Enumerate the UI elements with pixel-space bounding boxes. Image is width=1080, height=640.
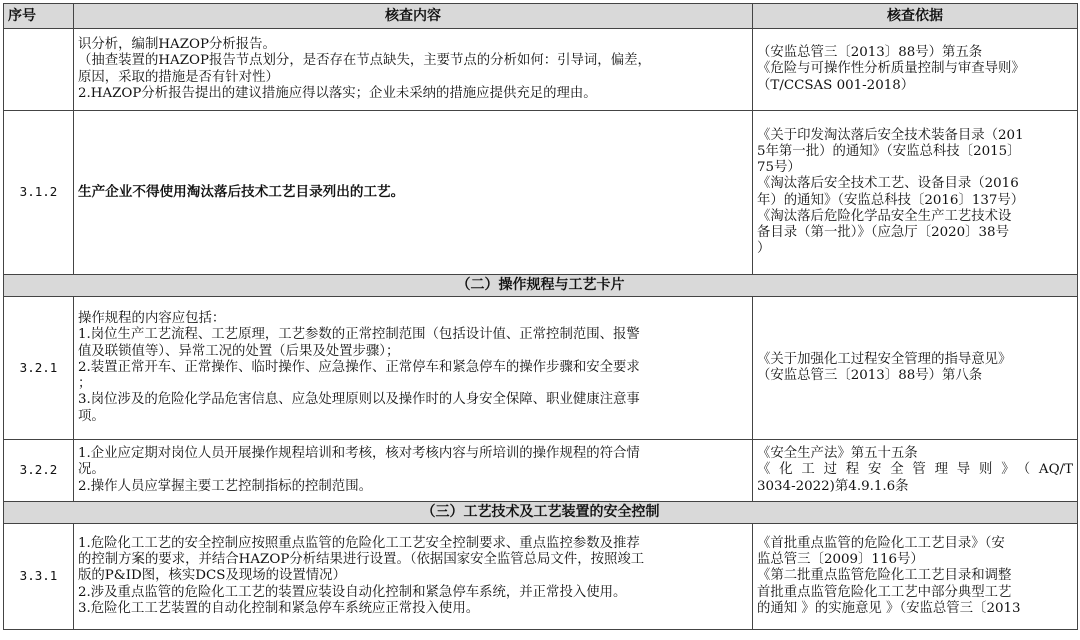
content-line: 2.操作人员应掌握主要工艺控制指标的控制范围。 — [78, 478, 372, 494]
content-line: 3.危险化工工艺装置的自动化控制和紧急停车系统应正常投入使用。 — [78, 600, 480, 616]
basis-line: 备目录（第一批）》（应急厅〔2020〕38号 — [757, 224, 1009, 240]
table-header-row — [4, 4, 1078, 29]
content-line: 识分析，编制HAZOP分析报告。 — [78, 37, 276, 53]
row-content: 生产企业不得使用淘汰落后技术工艺目录列出的工艺。 — [74, 111, 753, 275]
row-content — [74, 440, 753, 502]
row-basis — [753, 297, 1078, 440]
basis-line: 《危险与可操作性分析质量控制与审查导则》 — [757, 61, 1025, 77]
content-line: 1.企业应定期对岗位人员开展操作规程培训和考核，核对考核内容与所培训的操作规程的符合情 — [78, 446, 640, 462]
basis-line: 年）的通知》（安监总科技〔2016〕137号） — [757, 192, 1025, 208]
row-content — [74, 297, 753, 440]
content-line: 值及联锁值等）、异常工况的处置（后果及处置步骤）； — [78, 343, 400, 359]
basis-line: （T/CCSAS 001-2018） — [757, 77, 915, 93]
section-title: （二）操作规程与工艺卡片 — [4, 275, 1078, 297]
column-header-number: 序号 — [4, 4, 74, 29]
row-number: 3.2.2 — [4, 440, 74, 502]
basis-line: 《淘汰落后危险化学品安全生产工艺技术设 — [757, 208, 1012, 224]
table-row — [4, 297, 1078, 440]
row-number — [4, 29, 74, 111]
table-row — [4, 29, 1078, 111]
content-line: 况。 — [78, 462, 105, 478]
content-line: 3.岗位涉及的危险化学品危害信息、应急处理原则以及操作时的人身安全保障、职业健康注意事 — [78, 392, 640, 408]
table-row — [4, 440, 1078, 502]
basis-line: 《淘汰落后安全技术工艺、设备目录（2016 — [757, 176, 1019, 192]
row-basis — [753, 111, 1078, 275]
content-line: 项。 — [78, 408, 105, 424]
content-line: 1.危险化工工艺的安全控制应按照重点监管的危险化工工艺安全控制要求、重点监控参数及推荐 — [78, 535, 640, 551]
row-number: 3.3.1 — [4, 524, 74, 630]
content-line: 2.HAZOP分析报告提出的建议措施应得以落实；企业未采纳的措施应提供充足的理由。 — [78, 85, 597, 101]
basis-line: （安监总管三〔2013〕88号）第八条 — [757, 368, 983, 383]
content-line: 的控制方案的要求，并结合HAZOP分析结果进行设置。（依据国家安全监管总局文件，按照竣工 — [78, 552, 645, 568]
row-number: 3.1.2 — [4, 111, 74, 275]
table-row — [4, 524, 1078, 630]
content-line: 版的P&ID图，核实DCS及现场的设置情况） — [78, 568, 346, 584]
basis-line: 《安全生产法》第五十五条 — [757, 446, 918, 462]
row-basis — [753, 524, 1078, 630]
table-row — [4, 111, 1078, 275]
row-number: 3.2.1 — [4, 297, 74, 440]
row-content — [74, 29, 753, 111]
section-row — [4, 502, 1078, 524]
content-line: 原因，采取的措施是否有针对性） — [78, 69, 279, 85]
basis-line: 3034-2022)第4.9.1.6条 — [757, 478, 909, 494]
row-basis — [753, 440, 1078, 502]
content-line: 操作规程的内容应包括： — [78, 311, 226, 327]
content-line: （抽查装置的HAZOP报告节点划分，是否存在节点缺失，主要节点的分析如何：引导词，偏差， — [78, 53, 651, 69]
column-header-content: 核查内容 — [74, 4, 753, 29]
basis-line: 监总管三〔2009〕116号） — [757, 552, 924, 568]
basis-line: 75号） — [757, 160, 801, 176]
content-line: 2.装置正常开车、正常操作、临时操作、应急操作、正常停车和紧急停车的操作步骤和安全要求 — [78, 359, 640, 375]
content-line: 1.岗位生产工艺流程、工艺原理，工艺参数的正常控制范围（包括设计值、正常控制范围、报警 — [78, 327, 640, 343]
basis-line: 《首批重点监管的危险化工工艺目录》（安 — [757, 535, 1005, 551]
basis-line: 的通知 》的实施意见 》（安监总管三〔2013 — [757, 600, 1021, 616]
section-title: （三）工艺技术及工艺装置的安全控制 — [4, 502, 1078, 524]
column-header-basis: 核查依据 — [753, 4, 1078, 29]
basis-line: ） — [757, 241, 771, 257]
basis-line: 《第二批重点监管危险化工工艺目录和调整 — [757, 568, 1012, 584]
section-row — [4, 275, 1078, 297]
inspection-table — [3, 3, 1078, 630]
row-content — [74, 524, 753, 630]
basis-line: 《关于加强化工过程安全管理的指导意见》 — [757, 351, 1012, 367]
content-line: ； — [78, 376, 92, 392]
basis-line: 首批重点监管危险化工工艺中部分典型工艺 — [757, 584, 1012, 600]
basis-line: （安监总管三〔2013〕88号）第五条 — [757, 45, 983, 61]
basis-line: 5年第一批）的通知》（安监总科技〔2015〕 — [757, 143, 1021, 159]
row-basis — [753, 29, 1078, 111]
basis-line: 《关于印发淘汰落后安全技术装备目录（201 — [757, 127, 1024, 143]
content-line: 2.涉及重点监管的危险化工工艺的装置应装设自动化控制和紧急停车系统，并正常投入使用。 — [78, 584, 627, 600]
basis-line: 《化工过程安全管理导则》（AQ/T — [757, 462, 1073, 478]
